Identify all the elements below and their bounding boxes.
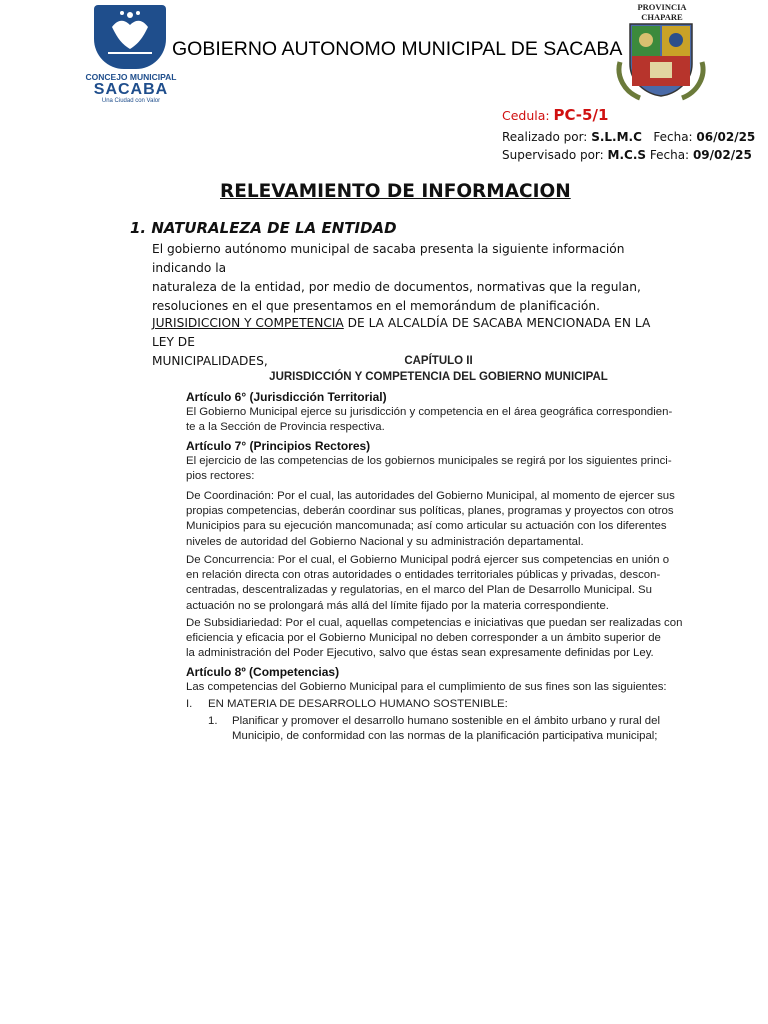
jurisdiccion-rest: DE LA ALCALDÍA DE SACABA MENCIONADA EN LA LEY DE bbox=[152, 316, 651, 349]
law-line: De Coordinación: Por el cual, las autoridades del Gobierno Municipal, al momento de ejercer sus bbox=[186, 490, 675, 502]
item-1-number: 1. bbox=[208, 715, 218, 727]
law-line: pios rectores: bbox=[186, 470, 255, 483]
fecha2-label: Fecha: bbox=[649, 148, 690, 162]
cedula-label: Cedula: bbox=[502, 108, 550, 123]
cedula-line bbox=[502, 106, 762, 124]
chapter-title: JURISDICCIÓN Y COMPETENCIA DEL GOBIERNO MUNICIPAL bbox=[269, 371, 608, 383]
law-line: niveles de autoridad del Gobierno Nacional y su administración departamental. bbox=[186, 535, 584, 548]
jurisdiccion-line bbox=[152, 314, 672, 352]
supervisado-line bbox=[502, 148, 762, 162]
article-6-heading: Artículo 6° (Jurisdicción Territorial) bbox=[186, 390, 387, 404]
item-I-text: EN MATERIA DE DESARROLLO HUMANO SOSTENIBLE: bbox=[208, 698, 508, 710]
logo-line2: SACABA bbox=[93, 81, 169, 98]
coordinacion-paragraph bbox=[186, 489, 691, 550]
law-line: Municipios para su ejecución mancomunada; así como articular su actuación con los diferentes bbox=[186, 520, 667, 533]
law-line: El Gobierno Municipal ejerce su jurisdicción y competencia en el área geográfica correspondien- bbox=[186, 406, 673, 419]
article-8 bbox=[186, 665, 691, 695]
law-line: te a la Sección de Provincia respectiva. bbox=[186, 421, 385, 434]
law-line: De Subsidiariedad: Por el cual, aquellas competencias e iniciativas que puedan ser realizadas con bbox=[186, 617, 683, 629]
law-line: Municipio, de conformidad con las normas de la planificación participativa municipal; bbox=[232, 730, 658, 743]
supervisado-label: Supervisado por: bbox=[502, 148, 604, 162]
item-I-number: I. bbox=[186, 698, 193, 710]
realizado-value: S.L.M.C bbox=[591, 130, 642, 144]
government-title: GOBIERNO AUTONOMO MUNICIPAL DE SACABA bbox=[172, 38, 623, 60]
law-line: El ejercicio de las competencias de los gobiernos municipales se regirá por los siguientes princi- bbox=[186, 455, 672, 468]
intro-line: El gobierno autónomo municipal de sacaba presenta la siguiente información indicando la bbox=[152, 242, 625, 275]
realizado-line bbox=[502, 130, 762, 144]
law-line: Las competencias del Gobierno Municipal para el cumplimiento de sus fines son las siguientes: bbox=[186, 681, 667, 694]
law-line: centradas, descentralizadas y regulatorias, en el marco del Plan de Desarrollo Municipal. Su bbox=[186, 584, 652, 597]
jurisdiccion-underlined: JURISIDICCION Y COMPETENCIA bbox=[152, 316, 344, 330]
item-1-text bbox=[232, 714, 691, 744]
intro-paragraph bbox=[152, 240, 672, 316]
logo-tagline: Una Ciudad con Valor bbox=[101, 98, 161, 104]
fecha1-value: 06/02/25 bbox=[696, 130, 756, 144]
item-I bbox=[186, 697, 691, 712]
jurisdiccion-line2: MUNICIPALIDADES, bbox=[152, 354, 268, 368]
law-line: actuación no se prolongará más allá del límite fijado por la materia correspondiente. bbox=[186, 599, 609, 612]
article-6 bbox=[186, 390, 691, 436]
provincia-chapare-seal bbox=[610, 2, 712, 102]
supervisado-value: M.C.S bbox=[607, 148, 647, 162]
subsidiariedad-paragraph bbox=[186, 616, 691, 662]
logo-line1: CONCEJO MUNICIPAL bbox=[85, 72, 177, 82]
article-8-heading: Artículo 8º (Competencias) bbox=[186, 665, 340, 679]
law-line: De Concurrencia: Por el cual, el Gobierno Municipal podrá ejercer sus competencias en unión o bbox=[186, 554, 670, 566]
shield-icon bbox=[94, 5, 166, 69]
document-title: RELEVAMIENTO DE INFORMACION bbox=[220, 181, 571, 202]
concejo-municipal-logo bbox=[76, 5, 186, 104]
law-line: en relación directa con otras autoridades o entidades territoriales públicas y privadas, descon- bbox=[186, 569, 661, 582]
concurrencia-paragraph bbox=[186, 553, 691, 614]
article-7 bbox=[186, 439, 691, 485]
cedula-value: PC-5/1 bbox=[553, 106, 609, 124]
law-line: eficiencia y eficacia por el Gobierno Municipal no deben corresponder a un ámbito superior de bbox=[186, 632, 661, 645]
intro-line: naturaleza de la entidad, por medio de documentos, normativas que la regulan, bbox=[152, 280, 641, 294]
law-line: la administración del Poder Ejecutivo, salvo que éstas sean expresamente definidas por Ley. bbox=[186, 647, 654, 660]
intro-line: resoluciones en el que presentamos en el memorándum de planificación. bbox=[152, 299, 600, 313]
fecha1-label: Fecha: bbox=[653, 130, 693, 144]
chapter-label: CAPÍTULO II bbox=[404, 355, 473, 367]
law-line: Planificar y promover el desarrollo humano sostenible en el ámbito urbano y rural del bbox=[232, 715, 661, 727]
section-heading: 1. NATURALEZA DE LA ENTIDAD bbox=[130, 219, 397, 237]
article-7-heading: Artículo 7° (Principios Rectores) bbox=[186, 439, 371, 453]
seal-label: PROVINCIA CHAPARE bbox=[637, 2, 687, 22]
realizado-label: Realizado por: bbox=[502, 130, 588, 144]
fecha2-value: 09/02/25 bbox=[692, 148, 752, 162]
law-line: propias competencias, deberán coordinar sus políticas, planes, programas y proyectos con otros bbox=[186, 505, 674, 518]
